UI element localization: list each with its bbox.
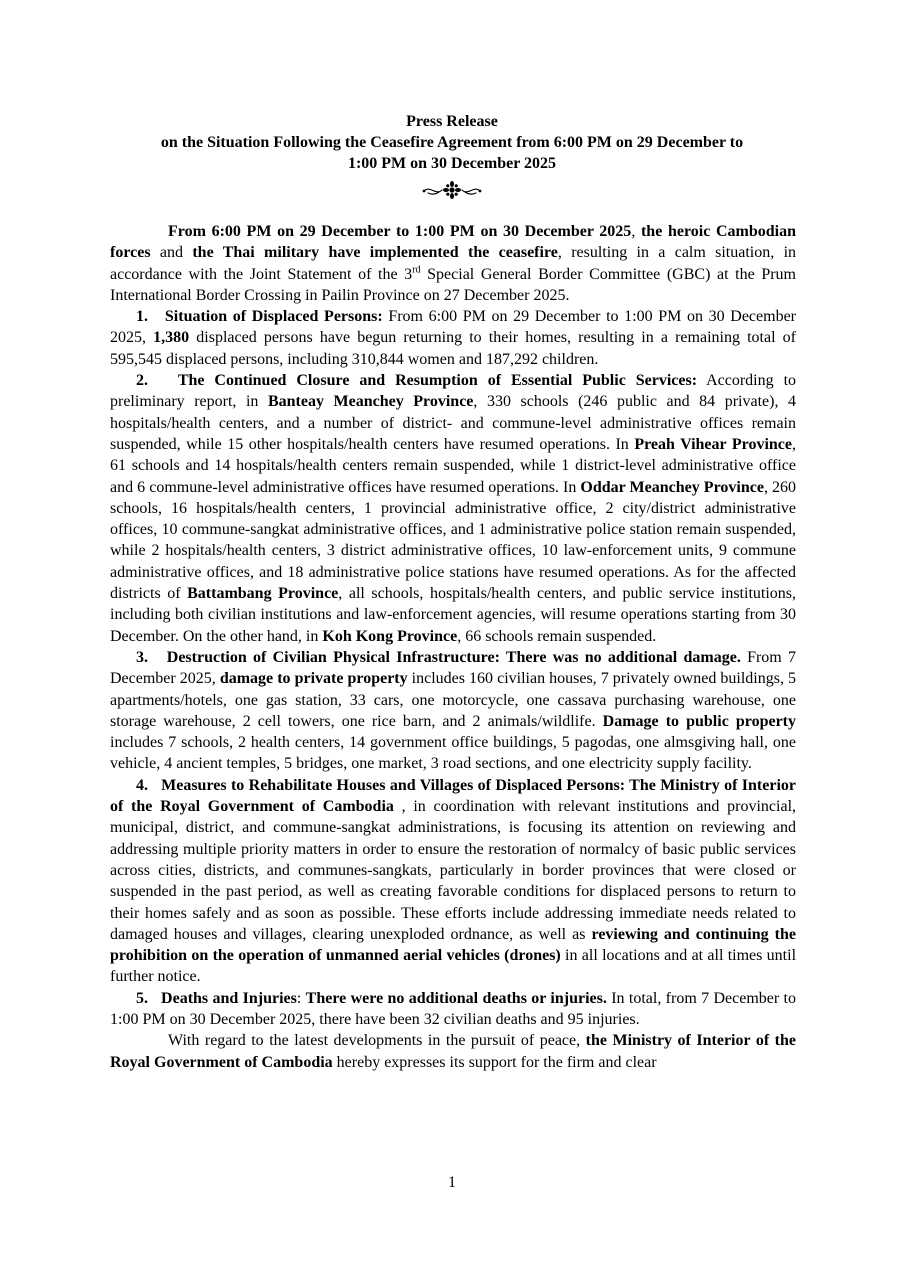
item-1-number: 1. (136, 308, 148, 326)
item-3-text-3: includes 7 schools, 2 health centers, 14 government office buildings, 5 pagodas, one almsgiving hall, one vehicle, 4 ancient temples, 5 bridges, one market, 3 road sections, and one electricity supply facility. (110, 734, 796, 773)
item-3-bold-2: Damage to public property (602, 712, 797, 730)
item-2-text-6: , 66 schools remain suspended. (457, 627, 657, 645)
intro-text-1: , (631, 223, 641, 240)
item-deaths-injuries (110, 988, 796, 1031)
item-4-number: 4. (136, 776, 148, 794)
item-2-text-2: , 330 schools (246 public and 84 private), 4 hospitals/health centers, and a number of district- and commune-level administrative offices remain suspended, while 15 other hospitals/health centers have resumed operations. In (110, 393, 797, 453)
item-2-heading: The Continued Closure and Resumption of Essential Public Services: (177, 372, 698, 390)
heading-line-1: Press Release (406, 113, 498, 130)
item-2-text-4: , 260 schools, 16 hospitals/health centers, 1 provincial administrative office, 2 city/district administrative offices, 10 commune-sangkat administrative offices, and 1 administrative police station remain suspended, while 2 hospitals/health centers, 3 district administrative offices, 10 law-enforcement units, 9 commune administrative offices, and 18 administrative police stations have resumed operations. As for the affected districts of (110, 478, 797, 603)
item-5-number: 5. (136, 989, 148, 1007)
item-4-text-2: in all locations and at all times until further notice. (110, 947, 797, 986)
intro-bold-3: the Thai military have implemented the ceasefire (192, 244, 558, 262)
item-public-services (110, 370, 796, 647)
closing-bold-1: the Ministry of Interior of the Royal Government of Cambodia (110, 1032, 796, 1071)
item-1-text-2: displaced persons have begun returning to their homes, resulting in a remaining total of 595,545 displaced persons, including 310,844 women and 187,292 children. (110, 329, 797, 368)
intro-paragraph (110, 221, 796, 306)
closing-text-2: hereby expresses its support for the firm and clear (332, 1053, 657, 1071)
heading-line-2: on the Situation Following the Ceasefire Agreement from 6:00 PM on 29 December to (160, 134, 744, 151)
item-3-number: 3. (136, 648, 148, 666)
item-4-heading: Measures to Rehabilitate Houses and Villages of Displaced Persons: The Ministry of Interior of the Royal Government of Cambodia (110, 776, 797, 816)
item-1-heading: Situation of Displaced Persons: (164, 308, 383, 326)
item-infrastructure (110, 647, 796, 775)
item-2-number: 2. (136, 372, 148, 390)
item-3-text-1: From 7 December 2025, (110, 648, 797, 688)
item-2-bold-5: Koh Kong Province (322, 627, 458, 645)
item-5-heading: Deaths and Injuries (161, 989, 297, 1007)
item-2-bold-1: Banteay Meanchey Province (267, 393, 474, 411)
item-5-text-2: In total, from 7 December to 1:00 PM on 30 December 2025, there have been 32 civilian deaths and 95 injuries. (110, 989, 797, 1028)
heading-line-3: 1:00 PM on 30 December 2025 (347, 155, 557, 172)
item-4-text-1: , in coordination with relevant institutions and provincial, municipal, district, and commune-sangkat administrations, is focusing its attention on reviewing and addressing multiple priority matters in order to ensure the restoration of normalcy of basic public services across cities, districts, and communes-sangkats, particularly in border provinces that were closed or suspended in the past period, as well as creating favorable conditions for displaced persons to return to their homes safely and as soon as possible. These efforts include addressing immediate needs related to damaged houses and villages, clearing unexploded ordnance, as well as (110, 798, 797, 943)
closing-paragraph (110, 1030, 796, 1073)
item-2-bold-4: Battambang Province (187, 585, 339, 603)
press-release-heading (100, 111, 804, 174)
item-1-bold-1: 1,380 (153, 329, 190, 347)
item-5-bold-1: There were no additional deaths or injuries. (305, 989, 607, 1007)
intro-text-3: , resulting in a calm situation, in accordance with the Joint Statement of the 3 (110, 244, 797, 283)
item-2-bold-2: Preah Vihear Province (634, 435, 792, 453)
page-number: 1 (448, 1174, 456, 1191)
closing-text-1: With regard to the latest developments in the pursuit of peace, (168, 1032, 586, 1050)
intro-bold-2: the heroic Cambodian forces (110, 223, 796, 262)
press-release-body (110, 221, 796, 1073)
item-1-text-1: From 6:00 PM on 29 December to 1:00 PM on 30 December 2025, (110, 308, 797, 347)
item-4-bold-1: reviewing and continuing the prohibition on the operation of unmanned aerial vehicles (drones) (110, 925, 796, 965)
item-3-heading: Destruction of Civilian Physical Infrastructure: There was no additional damage. (166, 648, 741, 666)
floral-divider-icon (420, 180, 484, 200)
intro-superscript: rd (412, 264, 421, 276)
item-2-bold-3: Oddar Meanchey Province (580, 478, 764, 496)
item-2-text-3: , 61 schools and 14 hospitals/health centers remain suspended, while 1 district-level administrative office and 6 commune-level administrative offices have resumed operations. In (110, 435, 796, 496)
intro-text-4: Special General Border Committee (GBC) at the Prum International Border Crossing in Pailin Province on 27 December 2025. (110, 265, 797, 304)
item-2-text-5: , all schools, hospitals/health centers, and public service institutions, including both civilian institutions and law-enforcement agencies, will resume operations starting from 30 December. On the other hand, in (110, 585, 797, 645)
item-displaced-persons (110, 306, 796, 370)
intro-text-2: and (150, 244, 193, 262)
item-rehabilitation (110, 775, 796, 988)
intro-bold-1: From 6:00 PM on 29 December to 1:00 PM on 30 December 2025 (168, 223, 632, 240)
item-3-text-2: includes 160 civilian houses, 7 privately owned buildings, 5 apartments/hotels, one gas station, 33 cars, one motorcycle, one cassava purchasing warehouse, one storage warehouse, 2 cell towers, one rice barn, and 2 animals/wildlife. (110, 670, 796, 730)
item-5-text-1: : (296, 989, 306, 1007)
item-2-text-1: According to preliminary report, in (110, 372, 797, 411)
item-3-bold-1: damage to private property (219, 670, 408, 688)
